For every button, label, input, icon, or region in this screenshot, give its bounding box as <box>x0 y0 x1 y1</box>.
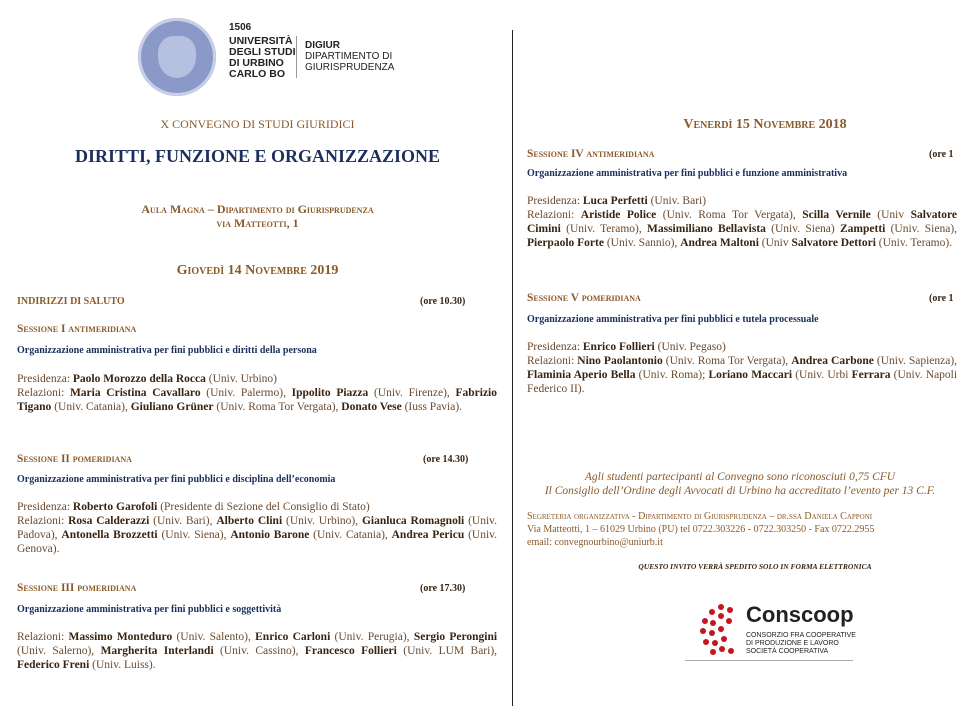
greetings-label: INDIRIZZI DI SALUTO <box>17 296 125 307</box>
speaker-name: Gianluca Romagnoli <box>361 515 465 527</box>
session5-speakers <box>527 340 957 396</box>
session4-speakers <box>527 194 957 250</box>
session5-presidency <box>527 340 957 354</box>
speaker-name: Andrea Maltoni <box>680 237 759 249</box>
presidency-name: Enrico Follieri <box>582 341 655 353</box>
speaker-affiliation: (Univ <box>877 209 905 221</box>
presidency-name: Paolo Morozzo della Rocca <box>72 373 206 385</box>
speaker-name: Massimiliano Bellavista <box>646 223 766 235</box>
speaker-affiliation: (Univ. Bari), <box>153 515 213 527</box>
speaker-affiliation: (Univ. Genova). <box>17 529 498 555</box>
session3-label: Sessione III pomeridiana <box>17 582 137 594</box>
reports-label: Relazioni: <box>17 515 65 527</box>
speaker-name: Pierpaolo Forte <box>527 237 604 249</box>
department-code: DIGIUR <box>305 40 340 51</box>
speaker-affiliation: (Univ. Urbino), <box>286 515 359 527</box>
presidency-name: Luca Perfetti <box>582 195 648 207</box>
speaker-name: Loriano Maccari <box>708 369 793 381</box>
reports-label: Relazioni: <box>527 355 575 367</box>
session1-speakers <box>17 372 497 414</box>
reports-label: Relazioni: <box>527 209 575 221</box>
presidency-label: Presidenza: <box>527 341 581 353</box>
email-line: email: convegnourbino@uniurb.it <box>527 537 663 548</box>
speaker-affiliation: (Univ. Roma Tor Vergata), <box>662 209 796 221</box>
speaker-affiliation: (Iuss Pavia). <box>404 401 463 413</box>
speaker-affiliation: (Univ. Salerno), <box>17 645 95 657</box>
speaker-affiliation: (Univ. Siena), <box>890 223 957 235</box>
presidency-affiliation: (Univ. Pegaso) <box>657 341 726 353</box>
speaker-affiliation: (Univ <box>761 237 789 249</box>
university-name: UNIVERSITÀ DEGLI STUDI DI URBINO CARLO BO <box>229 35 296 80</box>
speaker-affiliation: (Univ. Siena) <box>771 223 835 235</box>
presidency-name: Roberto Garofoli <box>72 501 158 513</box>
speaker-affiliation: (Univ. Siena), <box>161 529 227 541</box>
seal-emblem-icon <box>158 36 196 78</box>
secretariat-block <box>527 510 957 549</box>
session4-time: (ore 1 <box>929 149 954 160</box>
speaker-name: Aristide Police <box>580 209 657 221</box>
speaker-affiliation: (Univ. Salento), <box>176 631 251 643</box>
speaker-name: Zampetti <box>839 223 886 235</box>
session1-topic: Organizzazione amministrativa per fini pubblici e diritti della persona <box>17 345 317 356</box>
credits-line-1: Agli studenti partecipanti al Convegno sono riconosciuti 0,75 CFU <box>584 471 896 483</box>
speaker-name: Enrico Carloni <box>255 631 331 643</box>
venue-line-1: Aula Magna – Dipartimento di Giurisprudenza <box>141 202 374 216</box>
session1-reports <box>17 386 497 414</box>
speaker-affiliation: (Univ. LUM Bari), <box>403 645 498 657</box>
conference-edition: X CONVEGNO DI STUDI GIURIDICI <box>160 117 355 131</box>
secretariat-line: Segreteria organizzativa - Dipartimento di Giurisprudenza – dr.ssa Daniela Capponi <box>527 511 873 522</box>
presidency-label: Presidenza: <box>17 501 71 513</box>
speaker-affiliation: (Univ. Firenze), <box>373 387 450 399</box>
speaker-affiliation: (Univ. Teramo), <box>566 223 642 235</box>
session5-label: Sessione V pomeridiana <box>527 292 641 304</box>
speaker-affiliation: (Univ. <box>876 355 906 367</box>
session2-topic: Organizzazione amministrativa per fini pubblici e disciplina dell’economia <box>17 474 336 485</box>
speaker-name: Donato Vese <box>341 401 402 413</box>
session5-topic: Organizzazione amministrativa per fini pubblici e tutela processuale <box>527 314 819 325</box>
sponsor-subtitle: CONSORZIO FRA COOPERATIVE DI PRODUZIONE E LAVORO SOCIETÀ COOPERATIVA <box>746 632 856 655</box>
presidency-affiliation: (Presidente di Sezione del Consiglio di Stato) <box>160 501 370 513</box>
speaker-affiliation: (Univ. Napoli Federico II). <box>527 369 957 395</box>
session5-reports <box>527 354 957 396</box>
session2-label: Sessione II pomeridiana <box>17 453 132 465</box>
session2-presidency <box>17 500 497 514</box>
speaker-name: Nino Paolantonio <box>577 355 663 367</box>
speaker-name: Giuliano Grüner <box>130 401 214 413</box>
presidency-label: Presidenza: <box>527 195 581 207</box>
electronic-notice: QUESTO INVITO VERRÀ SPEDITO SOLO IN FORMA ELETTRONICA <box>638 562 872 571</box>
conscoop-logo-icon <box>700 604 744 656</box>
speaker-affiliation: (Univ. Roma); <box>638 369 706 381</box>
speaker-name: Ferrara <box>851 369 891 381</box>
speaker-name: Andrea Pericu <box>391 529 465 541</box>
speaker-name: Salvatore Dettori <box>791 237 876 249</box>
speaker-affiliation: (Univ. Sannio), <box>606 237 678 249</box>
speaker-affiliation: (Univ. Catania), <box>54 401 128 413</box>
speaker-name: Rosa Calderazzi <box>68 515 150 527</box>
speaker-affiliation: Sapienza), <box>908 355 957 367</box>
venue-line-2: via Matteotti, 1 <box>216 216 299 230</box>
session2-reports <box>17 514 497 556</box>
sponsor-name: Conscoop <box>746 602 854 627</box>
column-divider <box>512 30 513 706</box>
speaker-affiliation: (Univ. Padova), <box>17 515 498 541</box>
reports-label: Relazioni: <box>17 387 65 399</box>
speaker-name: Antonella Brozzetti <box>61 529 158 541</box>
speaker-affiliation: (Univ. Roma Tor Vergata), <box>665 355 789 367</box>
speaker-name: Massimo Monteduro <box>68 631 173 643</box>
day2-date: Venerdì 15 Novembre 2018 <box>683 117 847 132</box>
speaker-affiliation: (Univ. Perugia), <box>334 631 410 643</box>
sponsor-underline <box>685 660 853 661</box>
speaker-affiliation: (Univ. Teramo). <box>878 237 953 249</box>
speaker-affiliation: (Univ. Cassino), <box>220 645 299 657</box>
speaker-name: Flaminia Aperio Bella <box>527 369 636 381</box>
session2-time: (ore 14.30) <box>423 454 469 465</box>
speaker-name: Maria Cristina Cavallaro <box>69 387 201 399</box>
credits-line-2: Il Consiglio dell’Ordine degli Avvocati di Urbino ha accreditato l’evento per 13 C.F. <box>544 485 936 497</box>
speaker-name: Federico Freni <box>17 659 90 671</box>
session1-presidency <box>17 372 497 386</box>
session3-time: (ore 17.30) <box>420 583 466 594</box>
session2-speakers <box>17 500 497 556</box>
session3-topic: Organizzazione amministrativa per fini pubblici e soggettività <box>17 604 282 615</box>
speaker-name: Scilla Vernile <box>802 209 871 221</box>
speaker-affiliation: (Univ. Palermo), <box>206 387 286 399</box>
reports-label: Relazioni: <box>17 631 65 643</box>
session4-reports <box>527 208 957 250</box>
presidency-affiliation: (Univ. Urbino) <box>208 373 277 385</box>
logo-divider <box>296 36 297 78</box>
speaker-affiliation: (Univ. Roma Tor Vergata), <box>216 401 339 413</box>
presidency-label: Presidenza: <box>17 373 71 385</box>
speaker-affiliation: (Univ. Urbi <box>795 369 849 381</box>
session5-time: (ore 1 <box>929 293 954 304</box>
speaker-name: Andrea Carbone <box>791 355 874 367</box>
presidency-affiliation: (Univ. Bari) <box>650 195 707 207</box>
conference-title: DIRITTI, FUNZIONE E ORGANIZZAZIONE <box>74 146 441 166</box>
department-name: DIPARTIMENTO DI GIURISPRUDENZA <box>305 51 395 73</box>
university-year: 1506 <box>229 22 252 33</box>
credits-note <box>540 470 940 498</box>
session4-label: Sessione IV antimeridiana <box>527 148 655 160</box>
speaker-name: Margherita Interlandi <box>100 645 214 657</box>
speaker-affiliation: (Univ. Luiss). <box>92 659 156 671</box>
greetings-time: (ore 10.30) <box>420 296 466 307</box>
address-line: Via Matteotti, 1 – 61029 Urbino (PU) tel 0722.303226 - 0722.303250 - Fax 0722.2955 <box>527 524 875 535</box>
speaker-affiliation: (Univ. Catania), <box>313 529 388 541</box>
session3-speakers <box>17 630 497 672</box>
speaker-name: Alberto Clini <box>216 515 283 527</box>
speaker-name: Salvatore Cimini <box>527 209 957 235</box>
speaker-name: Fabrizio Tigano <box>17 387 497 413</box>
speaker-name: Antonio Barone <box>230 529 310 541</box>
speaker-name: Francesco Follieri <box>304 645 397 657</box>
speaker-name: Sergio Perongini <box>413 631 498 643</box>
speaker-name: Ippolito Piazza <box>291 387 369 399</box>
session4-topic: Organizzazione amministrativa per fini pubblici e funzione amministrativa <box>527 168 848 179</box>
day1-date: Giovedì 14 Novembre 2019 <box>176 263 339 278</box>
session1-label: Sessione I antimeridiana <box>17 323 137 335</box>
session4-presidency <box>527 194 957 208</box>
